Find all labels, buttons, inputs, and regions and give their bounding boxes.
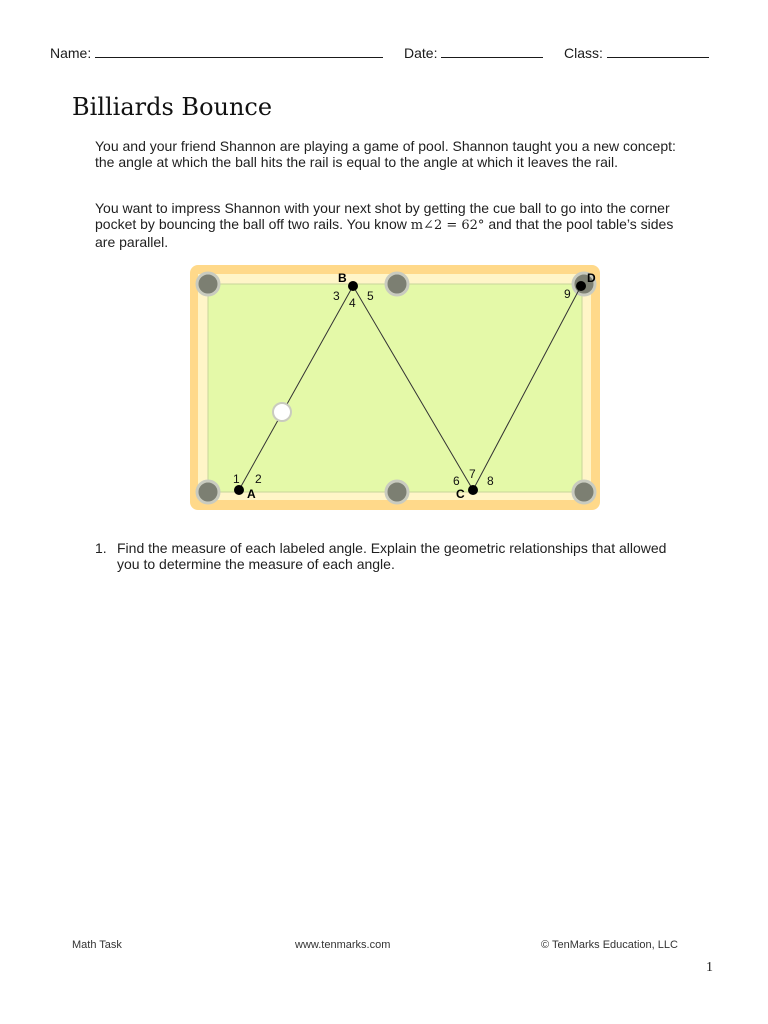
point-d-dot [576,281,586,291]
angle-2-measure: m∠2 = 62° [410,218,485,233]
point-a-label: A [247,487,256,501]
question-text: Find the measure of each labeled angle. Explain the geometric relationships that allowed you to determine the measure of each angle. [117,540,667,572]
class-field[interactable] [564,44,709,62]
question-number: 1. [95,540,107,556]
angle-9-label: 9 [564,287,571,301]
intro-paragraph-2 [95,200,695,250]
footer-left: Math Task [72,939,122,951]
pocket-bottom-left [197,481,219,503]
point-c-label: C [456,487,465,501]
footer-website: www.tenmarks.com [295,939,391,951]
pocket-bottom-middle [386,481,408,503]
angle-8-label: 8 [487,474,494,488]
angle-5-label: 5 [367,289,374,303]
point-b-label: B [338,271,347,285]
date-label: Date: [404,45,438,61]
cue-ball [273,403,291,421]
angle-7-label: 7 [469,467,476,481]
point-c-dot [468,485,478,495]
name-blank[interactable] [95,44,383,58]
angle-3-label: 3 [333,289,340,303]
point-a-dot [234,485,244,495]
pocket-top-middle [386,273,408,295]
class-label: Class: [564,45,603,61]
angle-4-label: 4 [349,296,356,310]
angle-6-label: 6 [453,474,460,488]
intro-paragraph-1: You and your friend Shannon are playing a game of pool. Shannon taught you a new concept: the angle at which the ball hits the rail is equal to the angle at which it leaves the rail. [95,138,676,170]
page-title: Billiards Bounce [72,93,273,121]
intro-paragraph-2-text-b: and that the pool table’s sides are parallel. [95,216,674,250]
intro-paragraph-2-text-a: You want to impress Shannon with your next shot by getting the cue ball to go into the corner pocket by bouncing the ball off two rails. You know [95,200,670,232]
point-d-label: D [587,271,596,285]
name-field[interactable] [50,44,383,62]
pocket-bottom-right [573,481,595,503]
point-b-dot [348,281,358,291]
table-felt [208,284,582,492]
date-field[interactable] [404,44,543,62]
pool-table-diagram [190,265,600,510]
footer-copyright: © TenMarks Education, LLC [541,939,678,951]
name-label: Name: [50,45,92,61]
class-blank[interactable] [607,44,709,58]
pocket-top-left [197,273,219,295]
angle-1-label: 1 [233,472,240,486]
page-number: 1 [706,960,713,975]
date-blank[interactable] [441,44,543,58]
angle-2-label: 2 [255,472,262,486]
